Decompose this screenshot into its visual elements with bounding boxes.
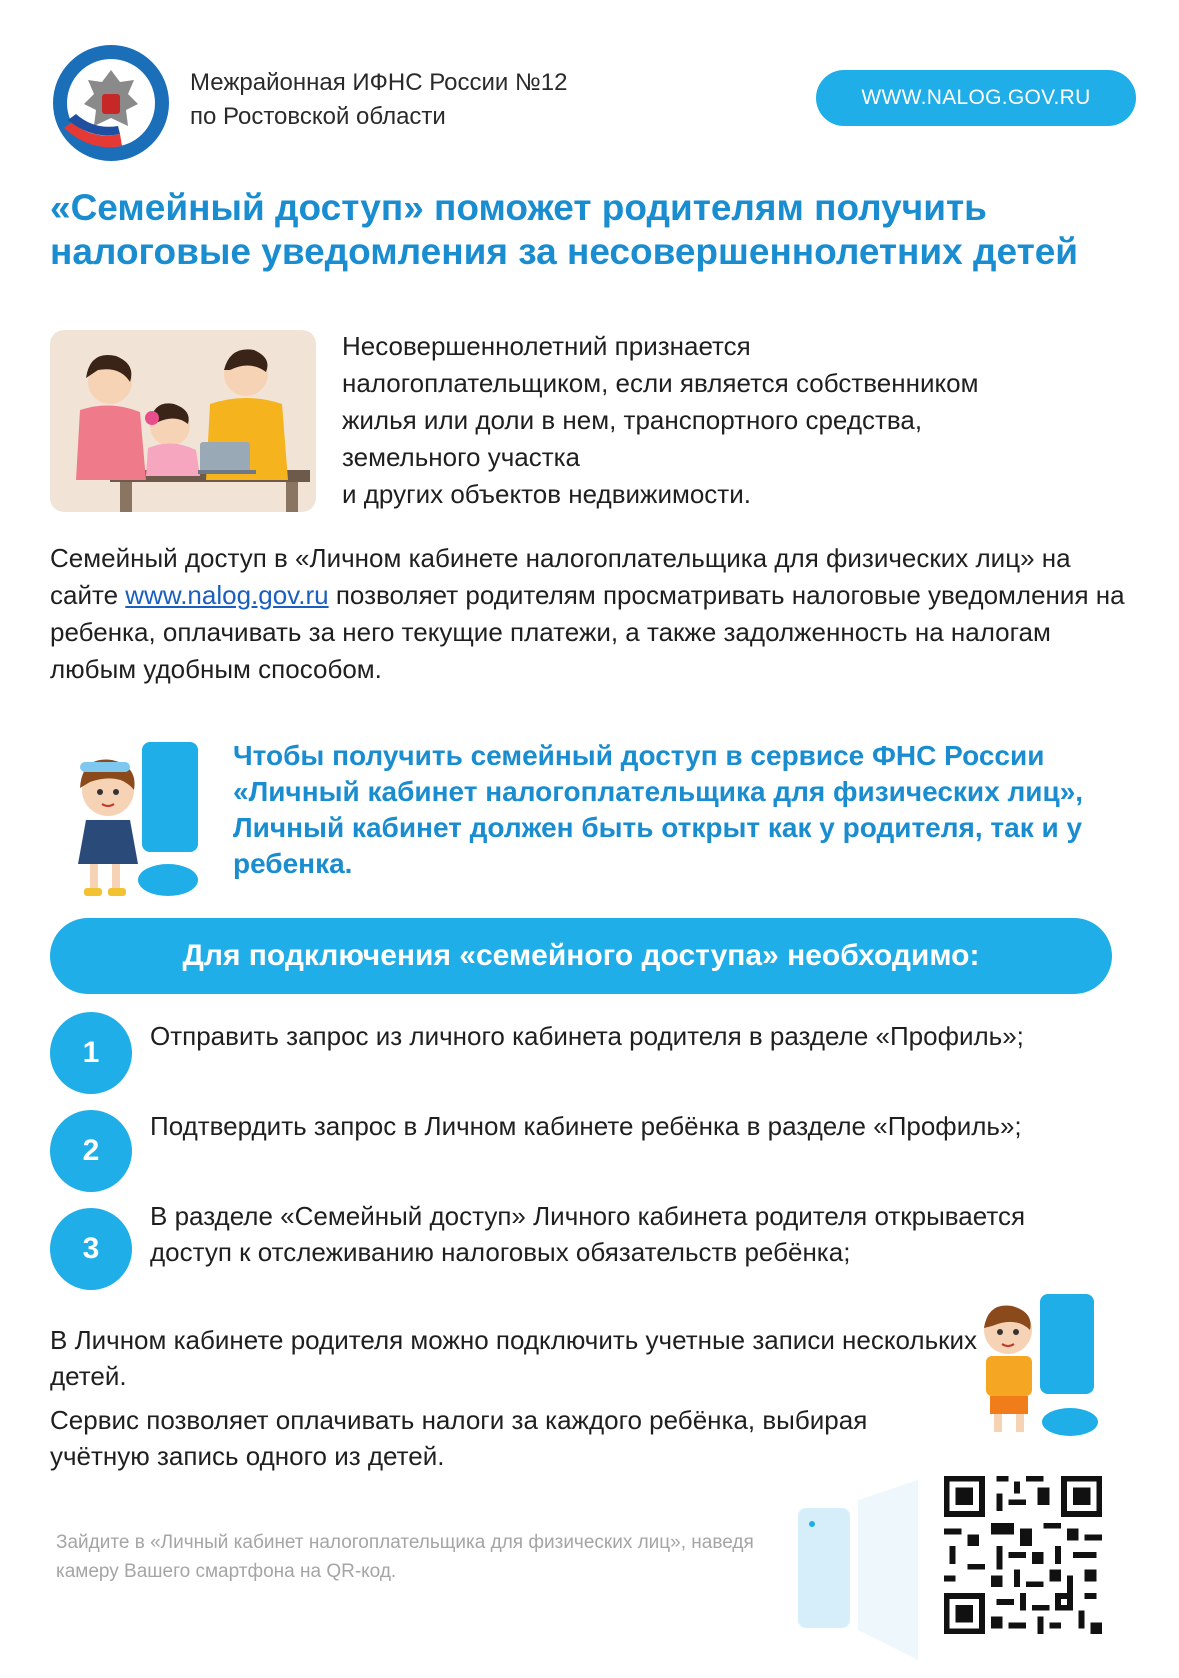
family-access-paragraph <box>50 540 1130 688</box>
step-number-2: 2 <box>50 1110 132 1192</box>
step-text-1: Отправить запрос из личного кабинета родителя в разделе «Профиль»; <box>150 1021 1024 1051</box>
intro-line: жилья или доли в нем, транспортного средства, <box>342 405 923 435</box>
smartphone-illustration <box>798 1480 918 1660</box>
note-pay-taxes: Сервис позволяет оплачивать налоги за каждого ребёнка, выбирая учётную запись одного из детей. <box>50 1405 868 1471</box>
boy-illustration <box>960 1290 1110 1440</box>
steps-banner: Для подключения «семейного доступа» необходимо: <box>50 918 1112 994</box>
website-badge[interactable]: WWW.NALOG.GOV.RU <box>816 70 1136 126</box>
step-text-2: Подтвердить запрос в Личном кабинете ребёнка в разделе «Профиль»; <box>150 1111 1022 1141</box>
step-number-1: 1 <box>50 1012 132 1094</box>
fns-emblem-icon <box>50 42 172 164</box>
paragraph-text-start: Семейный доступ в «Личном кабинете налогоплательщика для физических лиц» на сайте <box>50 543 1071 610</box>
step-number-3: 3 <box>50 1208 132 1290</box>
org-line-2: по Ростовской области <box>190 103 446 130</box>
intro-line: налогоплательщиком, если является собственником <box>342 368 979 398</box>
qr-instruction: Зайдите в «Личный кабинет налогоплательщика для физических лиц», наведя камеру Вашего смартфона на QR-код. <box>56 1532 754 1582</box>
family-illustration <box>50 330 316 512</box>
callout-text: Чтобы получить семейный доступ в сервисе ФНС России «Личный кабинет налогоплательщика для физических лиц», Личный кабинет должен быть открыт как у родителя, так и у ребенка. <box>233 740 1084 879</box>
page-title: «Семейный доступ» поможет родителям получить налоговые уведомления за несовершеннолетних детей <box>50 187 1079 272</box>
organization-name <box>190 66 567 134</box>
intro-line: земельного участка <box>342 442 581 472</box>
note-multiple-children: В Личном кабинете родителя можно подключить учетные записи нескольких детей. <box>50 1325 978 1391</box>
org-line-1: Межрайонная ИФНС России №12 <box>190 69 568 96</box>
paragraph-text-end: позволяет родителям просматривать налоговые уведомления на ребенка, оплачивать за него текущие платежи, а также задолженность на налогам любым удобным способом. <box>50 580 1125 684</box>
girl-illustration <box>56 738 206 904</box>
nalog-link[interactable]: www.nalog.gov.ru <box>125 580 329 610</box>
intro-line: и других объектов недвижимости. <box>342 479 751 509</box>
intro-line: Несовершеннолетний признается <box>342 331 751 361</box>
qr-code[interactable] <box>938 1470 1108 1640</box>
intro-text <box>342 328 1122 513</box>
step-text-3: В разделе «Семейный доступ» Личного кабинета родителя открывается доступ к отслеживанию налоговых обязательств ребёнка; <box>150 1201 1026 1267</box>
